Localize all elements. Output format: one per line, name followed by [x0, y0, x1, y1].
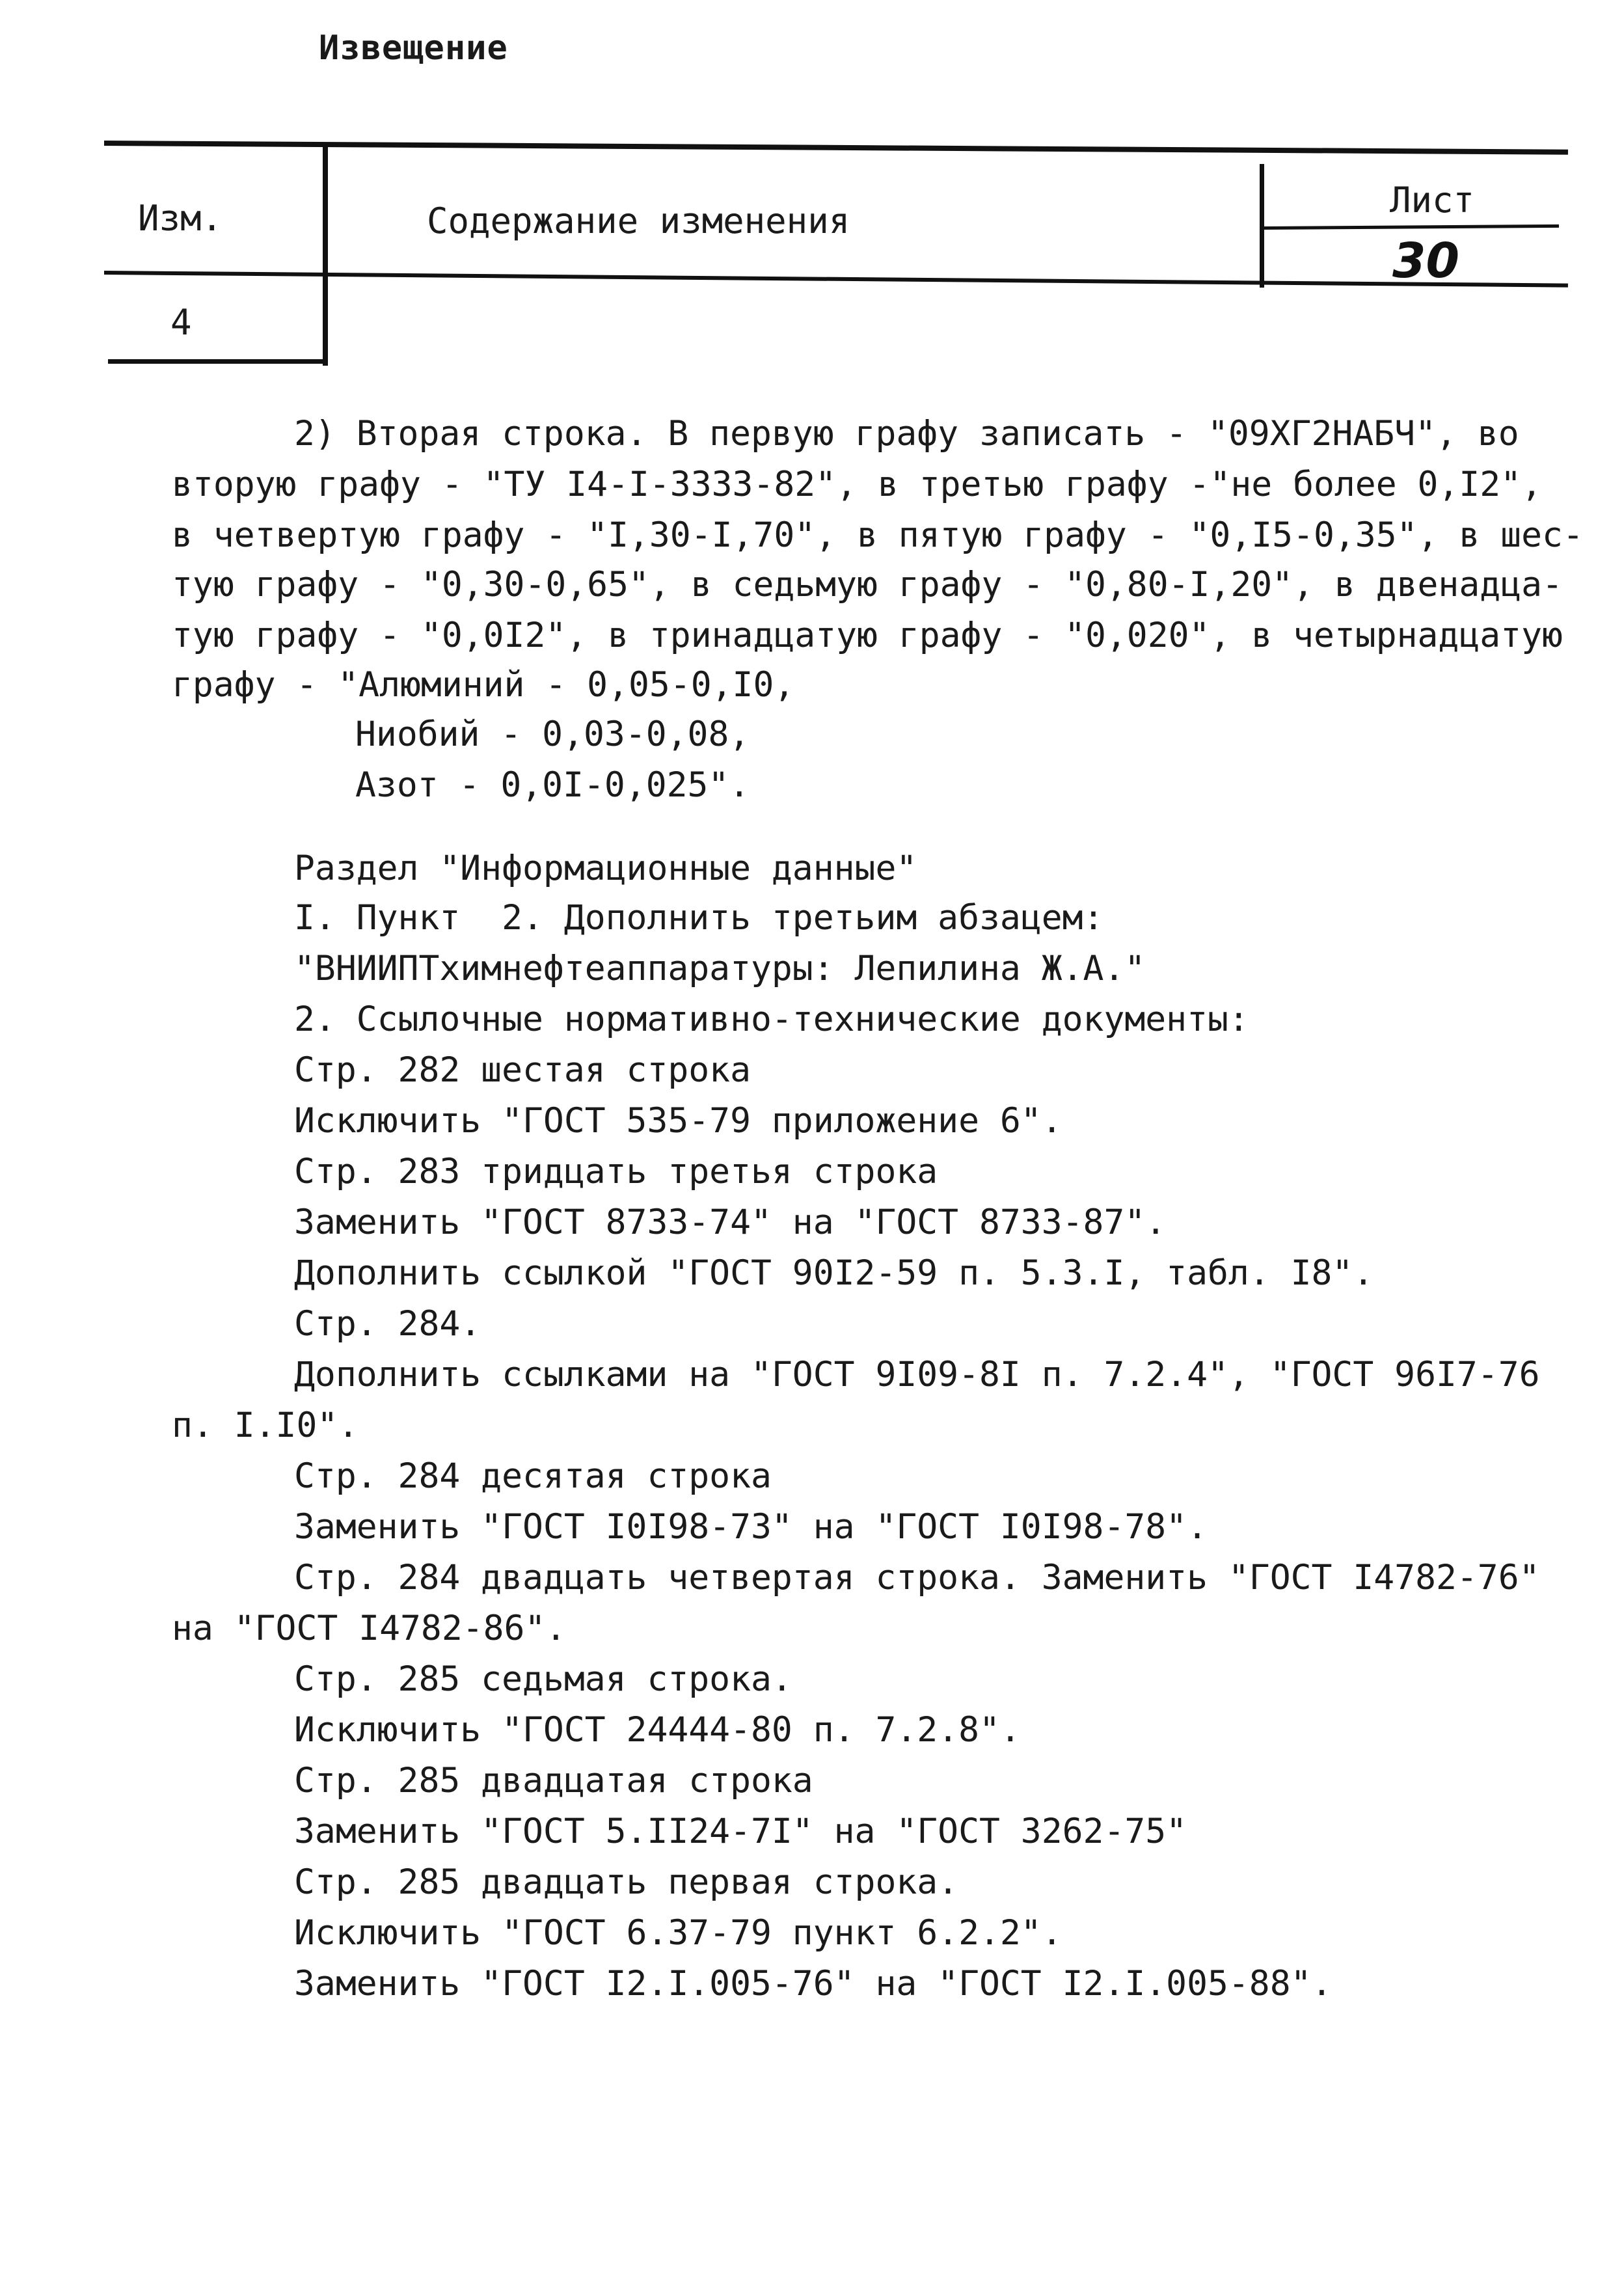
text-line: Стр. 285 двадцатая строка [294, 1761, 813, 1801]
text-line: вторую графу - "ТУ I4-I-3333-82", в третью графу -"не более 0,I2", [172, 465, 1542, 504]
text-line: Заменить "ГОСТ 5.II24-7I" на "ГОСТ 3262-75" [294, 1812, 1187, 1851]
text-line: Стр. 284 двадцать четвертая строка. Заменить "ГОСТ I4782-76" [294, 1558, 1540, 1597]
page-heading: Извещение [319, 29, 508, 68]
col-change-header: Изм. [138, 198, 223, 239]
text-line: Заменить "ГОСТ I2.I.005-76" на "ГОСТ I2.I.005-88". [294, 1964, 1333, 2004]
text-line: Заменить "ГОСТ 8733-74" на "ГОСТ 8733-87". [294, 1203, 1167, 1242]
text-line: Азот - 0,0I-0,025". [355, 765, 750, 805]
text-line: Стр. 284 десятая строка [294, 1456, 772, 1496]
text-line: Стр. 284. [294, 1304, 481, 1344]
text-line: 2. Ссылочные нормативно-технические документы: [294, 999, 1249, 1039]
text-line: Стр. 285 седьмая строка. [294, 1659, 792, 1699]
text-line: тую графу - "0,0I2", в тринадцатую графу - "0,020", в четырнадцатую [172, 616, 1563, 655]
text-line: Дополнить ссылкой "ГОСТ 90I2-59 п. 5.3.I, табл. I8". [294, 1253, 1374, 1293]
text-line: Заменить "ГОСТ I0I98-73" на "ГОСТ I0I98-78". [294, 1507, 1208, 1547]
col-content-header: Содержание изменения [427, 200, 850, 241]
text-line: "ВНИИПТхимнефтеаппаратуры: Лепилина Ж.А." [294, 949, 1146, 988]
text-line: 2) Вторая строка. В первую графу записать - "09ХГ2НАБЧ", во [294, 414, 1519, 454]
text-line: тую графу - "0,30-0,65", в седьмую графу - "0,80-I,20", в двенадца- [172, 565, 1563, 605]
sheet-number: 30 [1392, 233, 1459, 289]
table-sheet-rule [1262, 224, 1559, 230]
text-line: Стр. 282 шестая строка [294, 1050, 751, 1090]
text-line: Стр. 283 тридцать третья строка [294, 1152, 938, 1191]
table-divider-left [323, 147, 328, 366]
change-number: 4 [170, 302, 192, 343]
text-line: Стр. 285 двадцать первая строка. [294, 1862, 959, 1902]
col-sheet-header: Лист [1390, 180, 1475, 221]
text-line: п. I.I0". [172, 1406, 359, 1445]
text-line: Ниобий - 0,03-0,08, [355, 714, 750, 754]
text-line: Раздел "Информационные данные" [294, 849, 917, 888]
text-line: Исключить "ГОСТ 6.37-79 пункт 6.2.2". [294, 1913, 1062, 1953]
text-line: Исключить "ГОСТ 535-79 приложение 6". [294, 1101, 1062, 1141]
table-bottom-rule [108, 359, 327, 364]
text-line: на "ГОСТ I4782-86". [172, 1609, 567, 1648]
text-line: графу - "Алюминий - 0,05-0,I0, [172, 665, 795, 705]
text-line: Дополнить ссылками на "ГОСТ 9I09-8I п. 7.2.4", "ГОСТ 96I7-76 [294, 1355, 1540, 1394]
text-line: в четвертую графу - "I,30-I,70", в пятую графу - "0,I5-0,35", в шес- [172, 515, 1584, 555]
text-line: I. Пункт 2. Дополнить третьим абзацем: [294, 898, 1104, 938]
text-line: Исключить "ГОСТ 24444-80 п. 7.2.8". [294, 1710, 1021, 1750]
